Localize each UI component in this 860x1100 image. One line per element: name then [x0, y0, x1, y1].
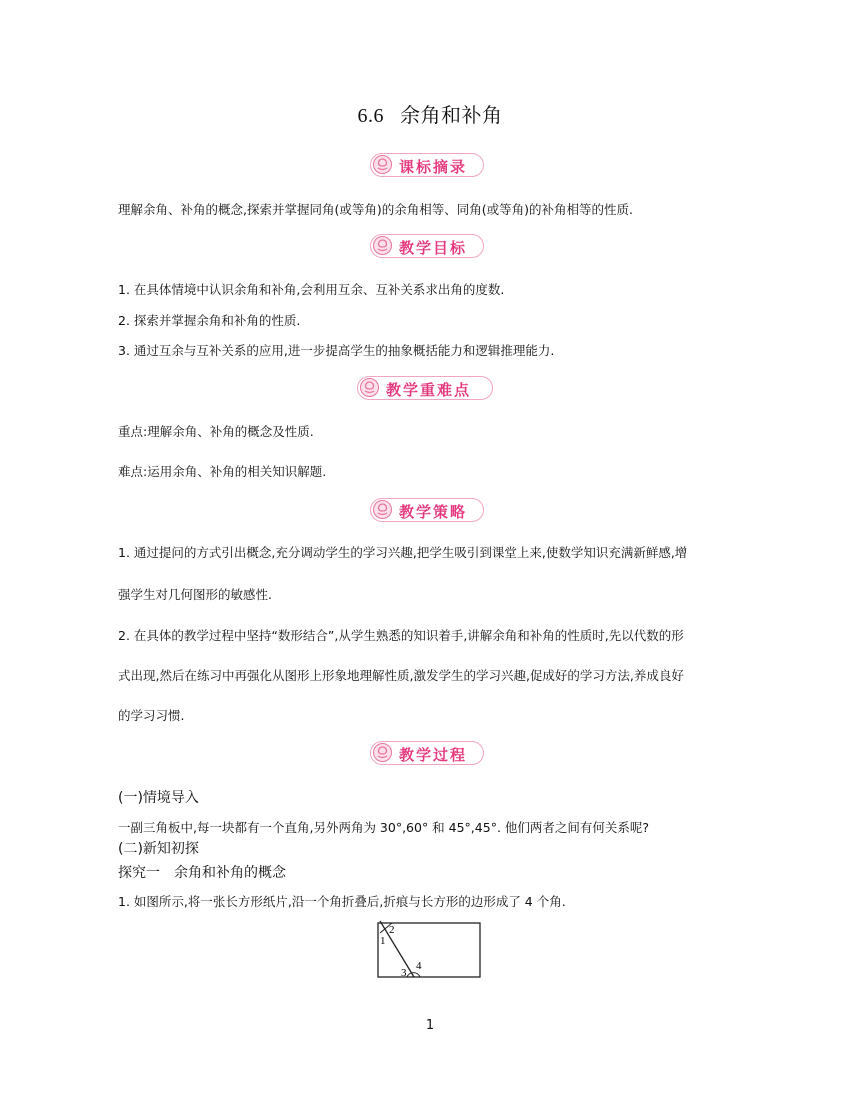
strategy-1-line-1: 1. 通过提问的方式引出概念,充分调动学生的学习兴趣,把学生吸引到课堂上来,使数学知识充满新鲜感,增 — [118, 545, 688, 560]
badge-label: 教学策略 — [399, 503, 468, 521]
key-point: 重点:理解余角、补角的概念及性质. — [118, 424, 314, 439]
goal-item-3: 3. 通过互余与互补关系的应用,进一步提高学生的抽象概括能力和逻辑推理能力. — [118, 343, 555, 358]
strategy-1-line-2: 强学生对几何图形的敏感性. — [118, 587, 272, 602]
angle-label-3: 3 — [401, 967, 407, 979]
angle-label-4: 4 — [416, 960, 422, 972]
explore-1-text: 1. 如图所示,将一张长方形纸片,沿一个角折叠后,折痕与长方形的边形成了 4 个角. — [118, 894, 566, 909]
heading-new-knowledge: (二)新知初探 — [118, 841, 199, 857]
situation-text: 一副三角板中,每一块都有一个直角,另外两角为 30°,60° 和 45°,45°. 他们两者之间有何关系呢? — [118, 820, 650, 835]
heading-explore-1: 探究一 余角和补角的概念 — [118, 865, 286, 881]
difficult-point: 难点:运用余角、补角的相关知识解题. — [118, 464, 327, 479]
book-icon — [373, 236, 392, 255]
badge-standards — [370, 153, 484, 177]
book-icon — [360, 378, 379, 397]
page-title — [0, 99, 860, 128]
standards-text: 理解余角、补角的概念,探索并掌握同角(或等角)的余角相等、同角(或等角)的补角相等的性质. — [118, 202, 633, 217]
angle-label-1: 1 — [380, 935, 386, 947]
strategy-2-line-2: 式出现,然后在练习中再强化从图形上形象地理解性质,激发学生的学习兴趣,促成好的学习方法,养成良好 — [118, 668, 684, 683]
goal-item-1: 1. 在具体情境中认识余角和补角,会利用互余、互补关系求出角的度数. — [118, 282, 505, 297]
badge-label: 教学目标 — [399, 239, 468, 257]
badge-keypoints — [357, 376, 493, 400]
badge-label: 教学过程 — [399, 746, 468, 764]
badge-process — [370, 741, 484, 765]
folded-rectangle-figure — [374, 918, 486, 980]
page-number: 1 — [425, 1018, 435, 1033]
strategy-2-line-1: 2. 在具体的教学过程中坚持“数形结合”,从学生熟悉的知识着手,讲解余角和补角的性质时,先以代数的形 — [118, 628, 684, 643]
section-number: 6.6 — [357, 105, 384, 127]
goal-item-2: 2. 探索并掌握余角和补角的性质. — [118, 313, 301, 328]
badge-label: 教学重难点 — [386, 381, 472, 399]
section-title: 余角和补角 — [400, 103, 503, 127]
badge-strategy — [370, 498, 484, 522]
badge-label: 课标摘录 — [399, 158, 468, 176]
strategy-2-line-3: 的学习习惯. — [118, 708, 185, 723]
book-icon — [373, 155, 392, 174]
book-icon — [373, 743, 392, 762]
heading-situation: (一)情境导入 — [118, 790, 199, 806]
badge-goals — [370, 234, 484, 258]
angle-label-2: 2 — [389, 924, 395, 936]
book-icon — [373, 500, 392, 519]
